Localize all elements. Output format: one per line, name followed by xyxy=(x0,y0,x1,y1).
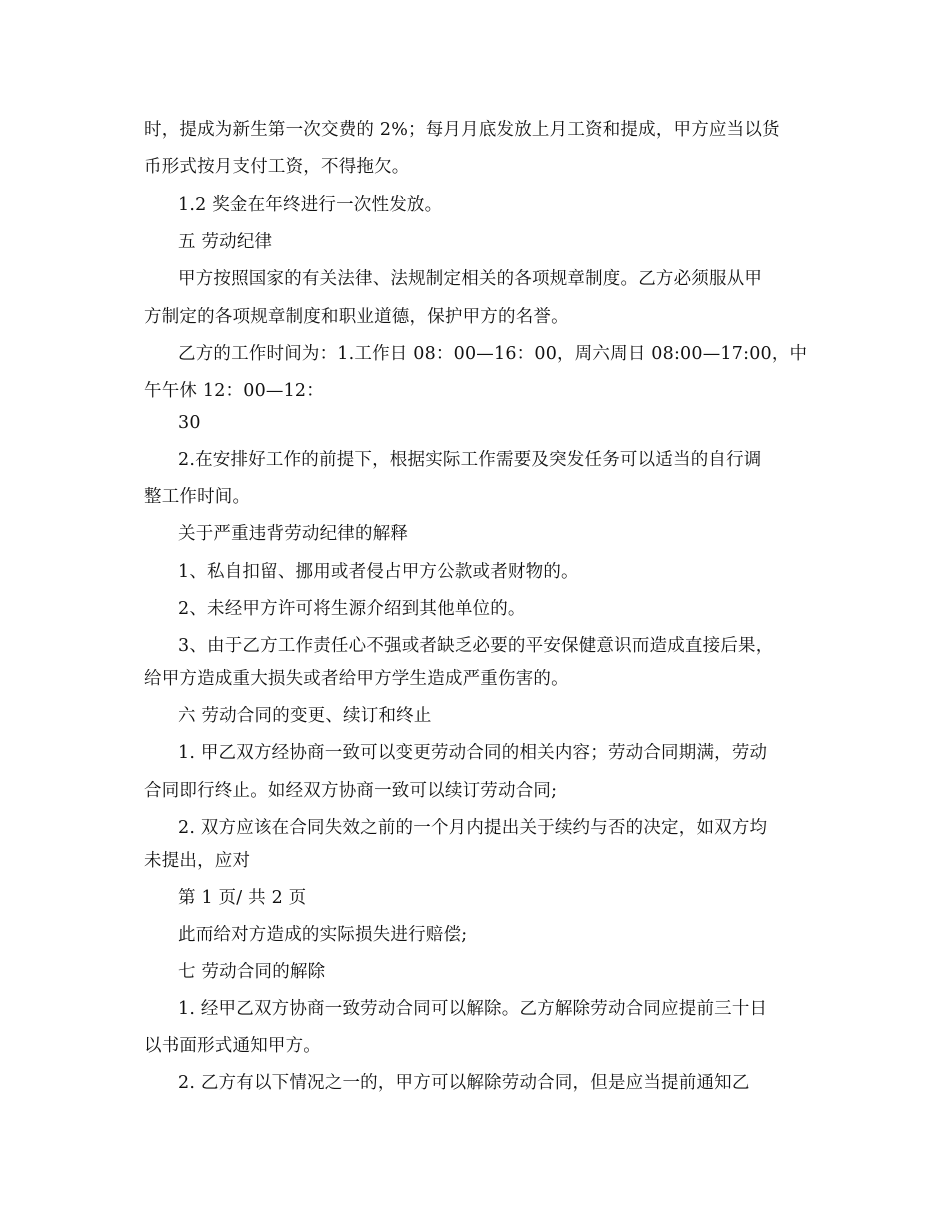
section-heading: 六 劳动合同的变更、续订和终止 xyxy=(178,706,432,726)
paragraph-line: 此而给对方造成的实际损失进行赔偿; xyxy=(178,925,468,945)
paragraph-line: 方制定的各项规章制度和职业道德，保护甲方的名誉。 xyxy=(144,307,569,327)
list-item: 3、由于乙方工作责任心不强或者缺乏必要的平安保健意识而造成直接后果， xyxy=(178,636,774,656)
paragraph-line: 乙方的工作时间为：1.工作日 08：00—16：00，周六周日 08:00—17:00，中 xyxy=(178,344,808,364)
section-heading: 七 劳动合同的解除 xyxy=(178,962,326,982)
paragraph-line: 关于严重违背劳动纪律的解释 xyxy=(178,524,409,544)
paragraph-line: 以书面形式通知甲方。 xyxy=(144,1036,321,1056)
paragraph-line: 2.在安排好工作的前提下，根据实际工作需要及突发任务可以适当的自行调 xyxy=(178,450,762,470)
paragraph-line: 30 xyxy=(178,413,201,433)
paragraph-line: 甲方按照国家的有关法律、法规制定相关的各项规章制度。乙方必须服从甲 xyxy=(178,269,763,289)
paragraph-line: 1.2 奖金在年终进行一次性发放。 xyxy=(178,195,443,215)
list-item: 2. 乙方有以下情况之一的，甲方可以解除劳动合同，但是应当提前通知乙 xyxy=(178,1073,750,1093)
list-item: 1. 经甲乙双方协商一致劳动合同可以解除。乙方解除劳动合同应提前三十日 xyxy=(178,999,768,1019)
section-heading: 五 劳动纪律 xyxy=(178,232,273,252)
paragraph-line: 合同即行终止。如经双方协商一致可以续订劳动合同; xyxy=(144,781,558,801)
list-item: 2. 双方应该在合同失效之前的一个月内提出关于续约与否的决定，如双方均 xyxy=(178,818,768,838)
list-item: 1、私自扣留、挪用或者侵占甲方公款或者财物的。 xyxy=(178,562,579,582)
paragraph-line: 整工作时间。 xyxy=(144,487,251,507)
page-number: 第 1 页/ 共 2 页 xyxy=(178,888,307,908)
paragraph-line: 未提出，应对 xyxy=(144,851,251,871)
paragraph-line: 给甲方造成重大损失或者给甲方学生造成严重伤害的。 xyxy=(144,669,569,689)
list-item: 1. 甲乙双方经协商一致可以变更劳动合同的相关内容；劳动合同期满，劳动 xyxy=(178,743,768,763)
paragraph-line: 时，提成为新生第一次交费的 2%；每月月底发放上月工资和提成，甲方应当以货 xyxy=(144,120,780,140)
list-item: 2、未经甲方许可将生源介绍到其他单位的。 xyxy=(178,599,526,619)
paragraph-line: 午午休 12：00—12： xyxy=(144,381,324,401)
paragraph-line: 币形式按月支付工资，不得拖欠。 xyxy=(144,157,410,177)
